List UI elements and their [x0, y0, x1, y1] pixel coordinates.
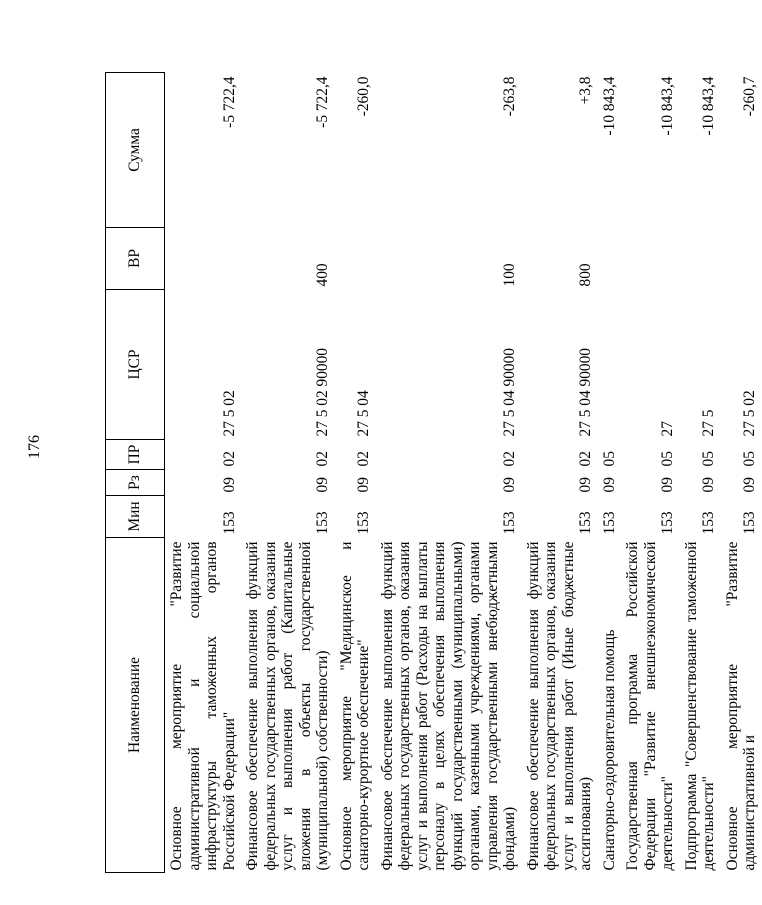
- header-pr: ПР: [106, 440, 165, 470]
- table-row: [241, 73, 335, 873]
- row-sum: +3,8: [577, 76, 594, 105]
- row-vr: [335, 228, 376, 290]
- row-sum: -10 843,4: [659, 76, 676, 136]
- row-rz: 09: [355, 477, 372, 493]
- row-vr: 400: [314, 263, 331, 287]
- table-row: [376, 73, 522, 873]
- row-vr: [165, 228, 242, 290]
- row-csr: 27 5 02: [741, 390, 758, 437]
- row-vr: [680, 228, 721, 290]
- row-rz: 09: [659, 477, 676, 493]
- row-name: Основное мероприятие "Развитие административной и социальной инфраструктуры таможенных органов Российской Федерации": [168, 541, 238, 871]
- row-sum: -10 843,4: [600, 76, 618, 136]
- table-row: [721, 73, 762, 873]
- budget-table: [105, 72, 762, 873]
- header-csr: ЦСР: [106, 290, 165, 440]
- row-rz: 09: [700, 477, 717, 493]
- row-vr: 100: [501, 263, 518, 287]
- row-name: Финансовое обеспечение выполнения функций федеральных государственных органов, оказания услуг и выполнения работ (Иные бюджетные ассигнования): [524, 541, 594, 871]
- table-row: [621, 73, 680, 873]
- table-row: [165, 73, 242, 873]
- row-csr: 27: [659, 421, 676, 437]
- row-name: Государственная программа Российской Федерации "Развитие внешнеэкономической деятельности": [624, 541, 676, 871]
- row-min: 153: [600, 511, 618, 535]
- row-name: Подпрограмма "Совершенствование таможенной деятельности": [682, 541, 717, 871]
- header-min: Мин: [106, 496, 165, 538]
- row-pr: 02: [355, 451, 372, 467]
- row-min: 153: [355, 511, 372, 535]
- row-vr: [598, 228, 622, 290]
- row-sum: -5 722,4: [314, 76, 331, 128]
- table-row: [335, 73, 376, 873]
- row-sum: -263,8: [501, 76, 518, 117]
- row-csr: 27 5: [700, 409, 717, 437]
- row-csr: 27 5 04: [355, 390, 372, 437]
- row-min: 153: [659, 511, 676, 535]
- row-pr: 02: [314, 451, 331, 467]
- table-row: [680, 73, 721, 873]
- row-csr: 27 5 04 90000: [501, 348, 518, 437]
- header-name: Наименование: [106, 538, 165, 873]
- row-vr: [721, 228, 762, 290]
- row-pr: 02: [577, 451, 594, 467]
- row-pr: 05: [741, 451, 758, 467]
- row-rz: 09: [600, 477, 618, 493]
- table-header-row: [106, 73, 165, 873]
- row-min: 153: [577, 511, 594, 535]
- row-rz: 09: [220, 477, 238, 493]
- row-pr: 05: [659, 451, 676, 467]
- row-csr: 27 5 02: [220, 390, 238, 437]
- row-min: 153: [700, 511, 717, 535]
- table-row: [522, 73, 598, 873]
- rotated-page: [105, 73, 758, 873]
- row-pr: 02: [220, 451, 238, 467]
- row-pr: 05: [700, 451, 717, 467]
- row-pr: 05: [600, 451, 618, 467]
- row-min: 153: [501, 511, 518, 535]
- row-name: Санаторно-оздоровительная помощь: [600, 629, 618, 871]
- page-number: 176: [26, 435, 43, 459]
- row-csr: 27 5 04 90000: [577, 348, 594, 437]
- row-sum: -5 722,4: [220, 76, 238, 128]
- table-row: [598, 73, 622, 873]
- row-rz: 09: [314, 477, 331, 493]
- header-rz: Рз: [106, 470, 165, 496]
- row-name: Финансовое обеспечение выполнения функций федеральных государственных органов, оказания услуг и выполнения работ (Капитальные вложения в объекты государственной (муниципальной) собственности): [244, 541, 331, 871]
- row-name: Основное мероприятие "Развитие административной и: [723, 541, 758, 871]
- row-pr: 02: [501, 451, 518, 467]
- row-min: 153: [220, 511, 238, 535]
- header-sum: Сумма: [106, 73, 165, 228]
- row-sum: -260,7: [741, 76, 758, 117]
- row-sum: -260,0: [355, 76, 372, 117]
- row-name: Основное мероприятие "Медицинское и санаторно-курортное обеспечение": [337, 541, 372, 871]
- row-min: 153: [314, 511, 331, 535]
- row-csr: [598, 290, 622, 440]
- header-vr: ВР: [106, 228, 165, 290]
- row-csr: 27 5 02 90000: [314, 348, 331, 437]
- row-min: 153: [741, 511, 758, 535]
- row-vr: 800: [577, 263, 594, 287]
- row-rz: 09: [501, 477, 518, 493]
- row-vr: [621, 228, 680, 290]
- row-sum: -10 843,4: [700, 76, 717, 136]
- row-name: Финансовое обеспечение выполнения функций федеральных государственных органов, оказания услуг и выполнения работ (Расходы на выплаты персоналу в целях обеспечения выполнения функций государственными (муниципальными) органами, казенными учреждениями, органами управления государственными внебюджетными фондами): [378, 541, 518, 871]
- row-rz: 09: [741, 477, 758, 493]
- row-rz: 09: [577, 477, 594, 493]
